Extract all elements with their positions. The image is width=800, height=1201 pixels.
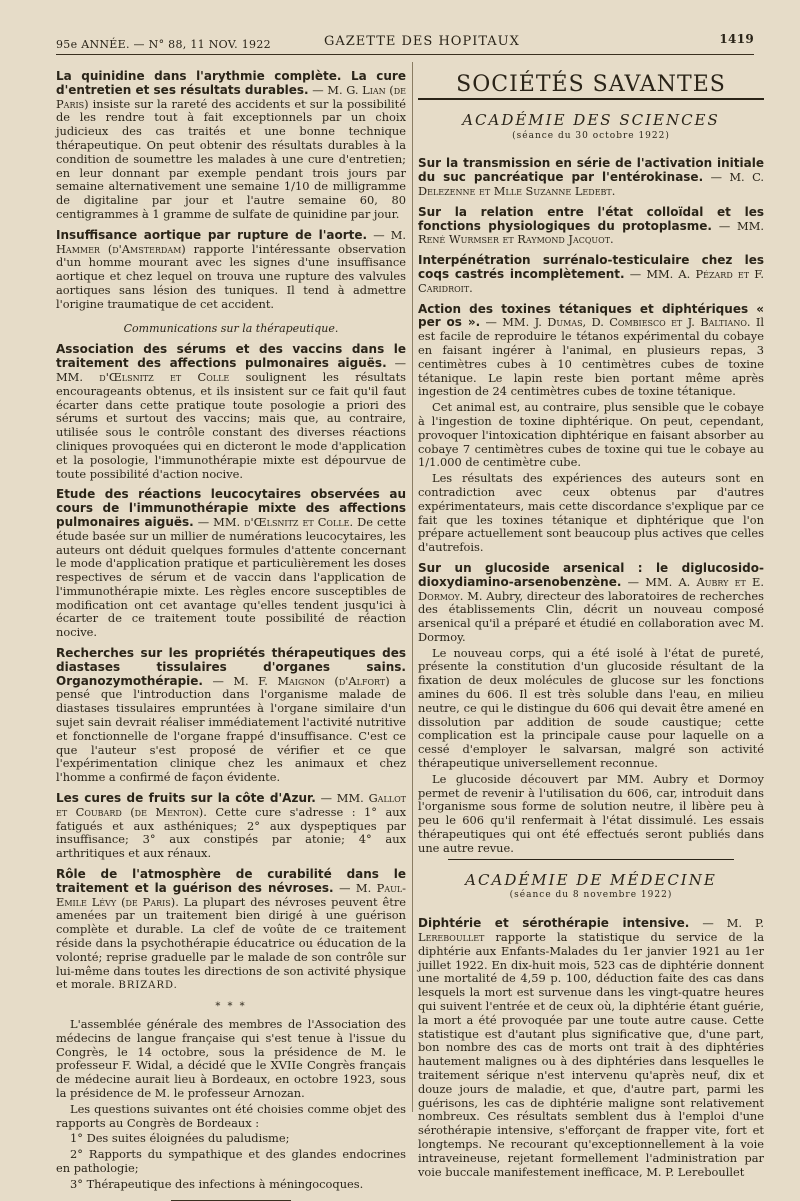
right-column <box>418 70 765 1179</box>
article-diphterie: Diphtérie et sérothérapie intensive. — M. P. Lereboullet rapporte la statistique du service de la diphtérie aux Enfants-Malades du 1er janvier 1921 au 1er juillet 1922. En dix-huit mois, 523 cas de diphtérie donnent une mortalité de 4,59 p. 100, déduction faite des cas dans lesquels la mort est survenue dans les vingt-quatre heures qui suivent l'entrée et de ceux où, la diphtérie étant guérie, la mort a été provoquée par une toute autre cause. Cette statistique est d'autant plus significative que, d'une part, bon nombre des cas de morts ont trait à des diphtéries hautement malignes ou à des diphtéries dans lesquelles le traitement sérique n'est intervenu qu'après neuf, dix et douze jours de maladie, et que, d'autre part, parmi les guérisons, les cas de diphtérie maligne sont relativement nombreux. Ces résultats semblent dus à l'emploi d'une sérothérapie intensive, s'efforçant de frapper vite, fort et longtemps. Ne recourant qu'exceptionnellement à la voie intraveineuse, rejetant formellement l'administration par voie buccale manifestement inefficace, M. P. Lereboullet <box>418 916 764 1179</box>
questions-intro: Les questions suivantes ont été choisies comme objet des rapports au Congrès de Bordeaux : <box>56 1101 406 1130</box>
assemblee-paragraph: L'assemblée générale des membres de l'Association des médecins de langue française qui s'est tenue à l'issue du Congrès, le 14 octobre, sous la présidence de M. le professeur F. Widal, a décidé que le XVIIe Congrès français de médecine aurait lieu à Bordeaux, en octobre 1923, sous la présidence de M. le professeur Arnozan. <box>56 1017 406 1100</box>
communications-heading: Communications sur la thérapeutique. <box>123 321 339 335</box>
article-reactions-leucocytaires: Etude des réactions leucocytaires observées au cours de l'immunothérapie mixte des affections pulmonaires aiguës. — MM. d'Œlsnitz et Colle. De cette étude basée sur un millier de numérations leucocytaires, les auteurs ont déduit quelques formules d'attente concernant le mode d'application pratique et particulièrement les doses respectives de sérum et de vaccin dans l'application de l'immunothérapie mixte. Les règles encore susceptibles de modification ont cet avantage qu'elles tendent jusqu'ici à écarter de ce traitement toute possibilité de réaction nocive. <box>56 487 407 640</box>
end-rule <box>171 1200 291 1201</box>
article-nevroses: Rôle de l'atmosphère de curabilité dans le traitement et la guérison des névroses. — M. Paul-Emile Lévy (de Paris). La plupart des névroses peuvent être amenées par un traitement bien dirigé à une guérison complète et durable. La clef de voûte de ce traitement réside dans la psychothérapie éducatrice ou éducation de la volonté; reprise graduelle par le malade de son contrôle sur lui-même dans toutes les directions de son activité physique et morale. BRIZARD. <box>56 867 407 992</box>
page-header <box>56 30 754 54</box>
question-1: 1° Des suites éloignées du paludisme; <box>70 1131 290 1146</box>
academy-separator <box>448 859 734 860</box>
academy-medecine-heading: ACADÉMIE DE MÉDECINE <box>465 870 717 889</box>
section-rule <box>418 98 764 100</box>
seance-medecine: (séance du 8 novembre 1922) <box>509 890 673 901</box>
article-cures-fruits: Les cures de fruits sur la côte d'Azur. — MM. Gallot et Coubard (de Menton). Cette cure s'adresse : 1° aux fatigués et aux asthéniques; 2° aux dyspeptiques par insuffisance; 3° aux constipés par atonie; 4° aux arthritiques et aux rénaux. <box>56 791 406 861</box>
article-glucoside: Sur un glucoside arsenical : le diglucosido-dioxydiamino-arsenobenzène. — MM. A. Aubry et E. Dormoy. M. Aubry, directeur des laboratoires de recherches des établissements Clin, décrit un nouveau composé arsenical qu'il a préparé et étudié en collaboration avec M. Dormoy. <box>418 560 764 644</box>
left-column <box>56 69 407 1191</box>
glucoside-paragraph-3: Le glucoside découvert par MM. Aubry et Dormoy permet de revenir à l'utilisation du 606, car, introduit dans l'organisme sous forme de solution neutre, il libère peu à peu le 606 qu'il renfermait à l'état dissimulé. Les essais thérapeutiques qui ont été effectués seront publiés dans une autre revue. <box>418 771 764 855</box>
section-title: SOCIÉTÉS SAVANTES <box>456 72 726 97</box>
column-divider <box>412 62 413 1112</box>
article-toxines: Action des toxines tétaniques et diphtériques « per os ». — MM. J. Dumas, D. Combiesco et J. Baltiano. Il est facile de reproduire le tétanos expérimental du cobaye en faisant ingérer à l'animal, en plusieurs repas, 3 centimètres cubes à 10 centimètres cubes de toxine tétanique. Le lapin reste bien portant même après ingestion de 24 centimètres cubes de toxine tétanique. <box>418 301 765 399</box>
toxines-paragraph-2: Cet animal est, au contraire, plus sensible que le cobaye à l'ingestion de toxine diphtérique. On peut, cependant, provoquer l'intoxication diphtérique en faisant absorber au cobaye 7 centimètres cubes de toxine qui tue le cobaye au 1/1.000 de centimètre cube. <box>418 400 764 470</box>
journal-title: GAZETTE DES HOPITAUX <box>324 34 520 49</box>
section-dots: * * * <box>215 1001 247 1013</box>
page-number: 1419 <box>719 32 754 46</box>
header-rule <box>56 54 754 55</box>
article-insuffisance-aortique: Insuffisance aortique par rupture de l'aorte. — M. Hammer (d'Amsterdam) rapporte l'intéressante observation d'un homme mourant avec les signes d'une insuffisance aortique et chez lequel on trouva une rupture des valvules aortiques sans lésion des tuniques. Il tend à admettre l'origine traumatique de cet accident. <box>56 227 406 311</box>
seance-sciences: (séance du 30 octobre 1922) <box>512 130 670 141</box>
article-organozymotherapie: Recherches sur les propriétés thérapeutiques des diastases tissulaires d'organes sains. Organozymothérapie. — M. F. Maignon (d'Alfort) a pensé que l'introduction dans l'organisme malade de diastases tissulaires empruntées à l'organe similaire d'un sujet sain devrait réaliser immédiatement l'activité nutritive et fonctionnelle de l'organe frappé d'insuffisance. C'est ce que l'auteur s'est proposé de vérifier et ce que l'expérimentation clinique chez les animaux et chez l'homme a confirmé de façon évidente. <box>56 646 407 785</box>
toxines-paragraph-3: Les résultats des expériences des auteurs sont en contradiction avec ceux obtenus par d'autres expérimentateurs, mais cette discordance s'explique par ce fait que les toxines tétanique et diphtérique que l'on prépare actuellement sont beaucoup plus actives que celles d'autrefois. <box>418 471 764 555</box>
article-serums-vaccins: Association des sérums et des vaccins dans le traitement des affections pulmonaires aiguës. — MM. d'Œlsnitz et Colle soulignent les résultats encourageants obtenus, et ils insistent sur ce fait qu'il faut écarter dans cette pratique toute posologie a priori des sérums et surtout des vaccins; mais que, au contraire, utilisée sous le contrôle constant des diverses réactions cliniques provoquées qui en dicteront le mode d'application et la posologie, l'immunothérapie mixte est dépourvue de toute possibilité d'action nocive. <box>56 342 406 481</box>
article-etat-colloidal: Sur la relation entre l'état colloïdal et les fonctions physiologiques du protoplasme. — MM. René Wurmser et Raymond Jacquot. <box>418 204 764 247</box>
article-transmission: Sur la transmission en série de l'activation initiale du suc pancréatique par l'entérokinase. — M. C. Delezenne et Mlle Suzanne Ledebt. <box>418 156 764 198</box>
glucoside-paragraph-2: Le nouveau corps, qui a été isolé à l'état de pureté, présente la constitution d'un glucoside résultant de la fixation de deux molécules de glucose sur les fonctions amines du 606. Il est très soluble dans l'eau, en milieu neutre, ce qui le distingue du 606 qui devait être amené en dissolution par addition de soude caustique; cette complication est la principale cause pour laquelle on a cessé d'employer le salvarsan, malgré son activité thérapeutique universellement reconnue. <box>418 645 764 771</box>
article-quinidine: La quinidine dans l'arythmie complète. La cure d'entretien et ses résultats durables. — M. G. Lian (de Paris) insiste sur la rareté des accidents et sur la possibilité de les rendre tout à fait exceptionnels par un choix judicieux des cas traités et une bonne technique thérapeutique. On peut obtenir des résultats durables à la condition de soumettre les malades à une cure d'entretien; en leur donnant par exemple pendant trois jours par semaine alternativement une semaine 1/10 de milligramme de digitaline par jour et l'autre semaine 60, 80 centigrammes à 1 gramme de sulfate de quinidine par jour. <box>56 69 406 221</box>
academy-sciences-heading: ACADÉMIE DES SCIENCES <box>462 110 720 129</box>
article-interpenetration: Interpénétration surrénalo-testiculaire chez les coqs castrés incomplètement. — MM. A. Pézard et F. Caridroit. <box>418 253 765 295</box>
signature: BRIZARD. <box>118 980 178 992</box>
question-2: 2° Rapports du sympathique et des glandes endocrines en pathologie; <box>56 1147 406 1175</box>
issue-info: 95e ANNÉE. — N° 88, 11 NOV. 1922 <box>56 38 271 51</box>
question-3: 3° Thérapeutique des infections à méningocoques. <box>70 1176 364 1191</box>
